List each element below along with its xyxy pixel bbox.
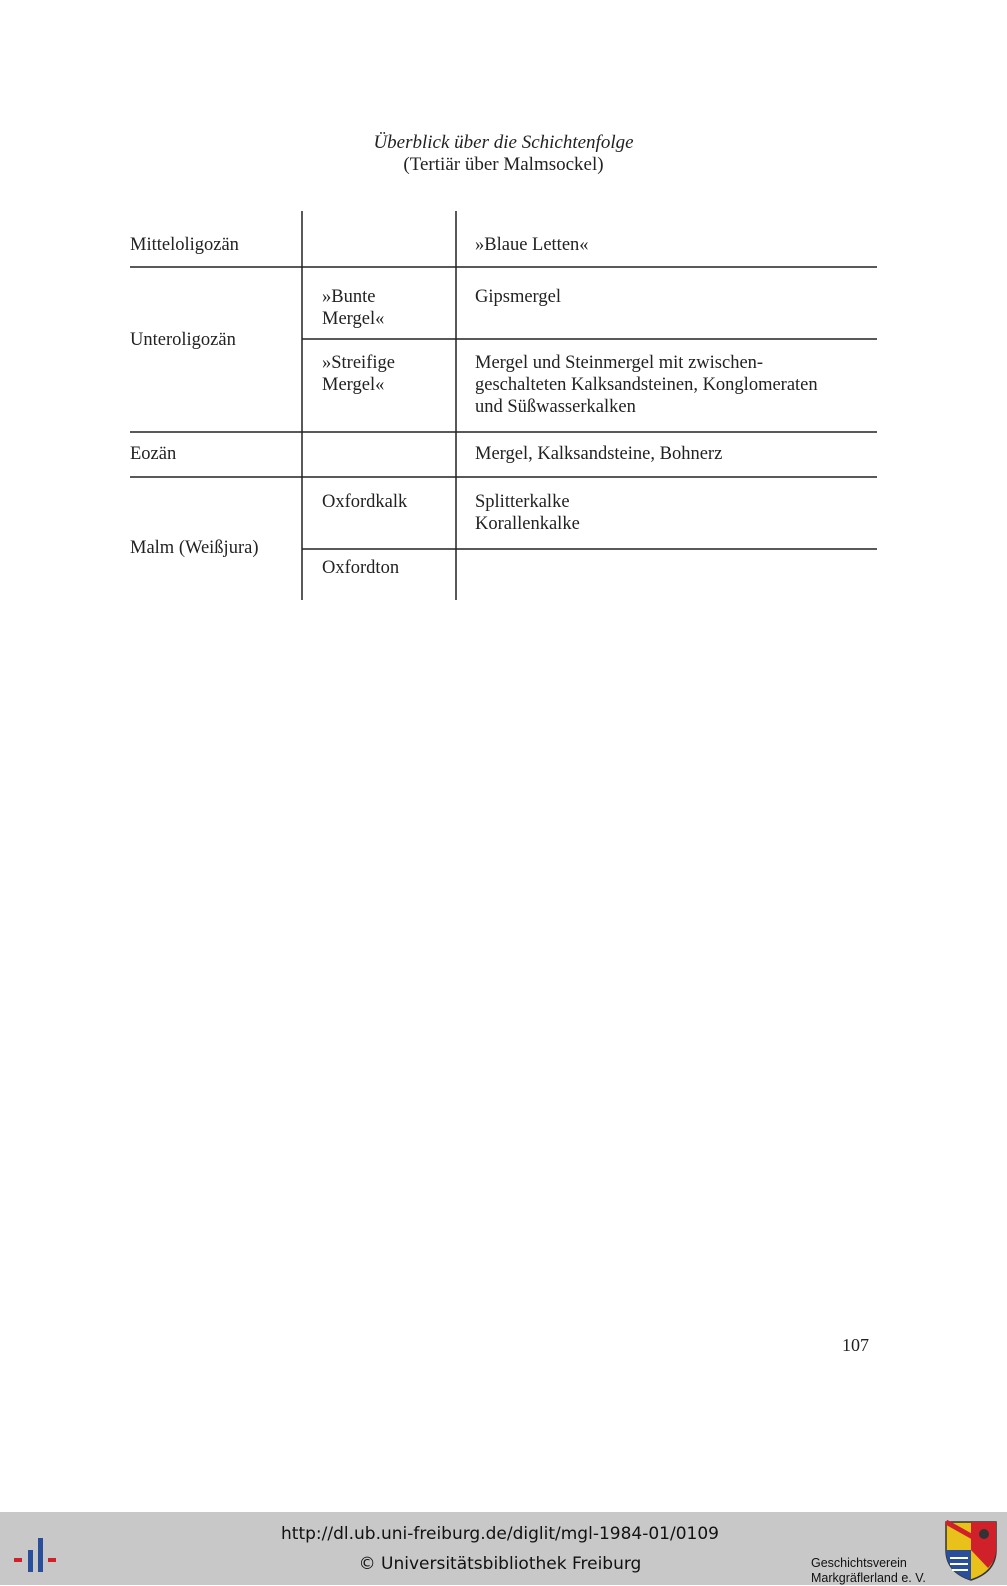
library-logo-icon[interactable]	[14, 1536, 64, 1572]
period-cell: Unteroligozän	[130, 330, 236, 350]
society-line: Markgräflerland e. V.	[811, 1571, 926, 1585]
society-line: Geschichtsverein	[811, 1556, 907, 1570]
footer-bar	[0, 1512, 1007, 1585]
period-cell: Eozän	[130, 444, 177, 464]
description-cell: Korallenkalke	[475, 514, 580, 534]
page-number: 107	[842, 1335, 869, 1355]
subunit-cell: »Streifige	[322, 353, 395, 373]
subunit-cell: Oxfordkalk	[322, 492, 408, 512]
period-cell: Malm (Weißjura)	[130, 538, 259, 558]
table-subtitle: (Tertiär über Malmsockel)	[403, 154, 604, 175]
table-title: Überblick über die Schichtenfolge	[373, 132, 634, 153]
description-cell: »Blaue Letten«	[475, 235, 589, 255]
permalink-url[interactable]: http://dl.ub.uni-freiburg.de/diglit/mgl-1984-01/0109	[281, 1524, 719, 1544]
description-cell: Mergel und Steinmergel mit zwischen-	[475, 353, 764, 373]
subunit-cell: Oxfordton	[322, 558, 400, 578]
subunit-cell: Mergel«	[322, 375, 385, 395]
coat-of-arms-icon	[944, 1520, 998, 1582]
description-cell: Splitterkalke	[475, 492, 570, 512]
description-cell: Mergel, Kalksandsteine, Bohnerz	[475, 444, 723, 464]
society-name	[811, 1556, 926, 1586]
description-cell: geschalteten Kalksandsteinen, Konglomeraten	[475, 375, 818, 395]
description-cell: und Süßwasserkalken	[475, 397, 636, 417]
period-cell: Mitteloligozän	[130, 235, 239, 255]
copyright-notice: © Universitätsbibliothek Freiburg	[358, 1554, 642, 1574]
subunit-cell: Mergel«	[322, 309, 385, 329]
description-cell: Gipsmergel	[475, 287, 561, 307]
subunit-cell: »Bunte	[322, 287, 376, 307]
